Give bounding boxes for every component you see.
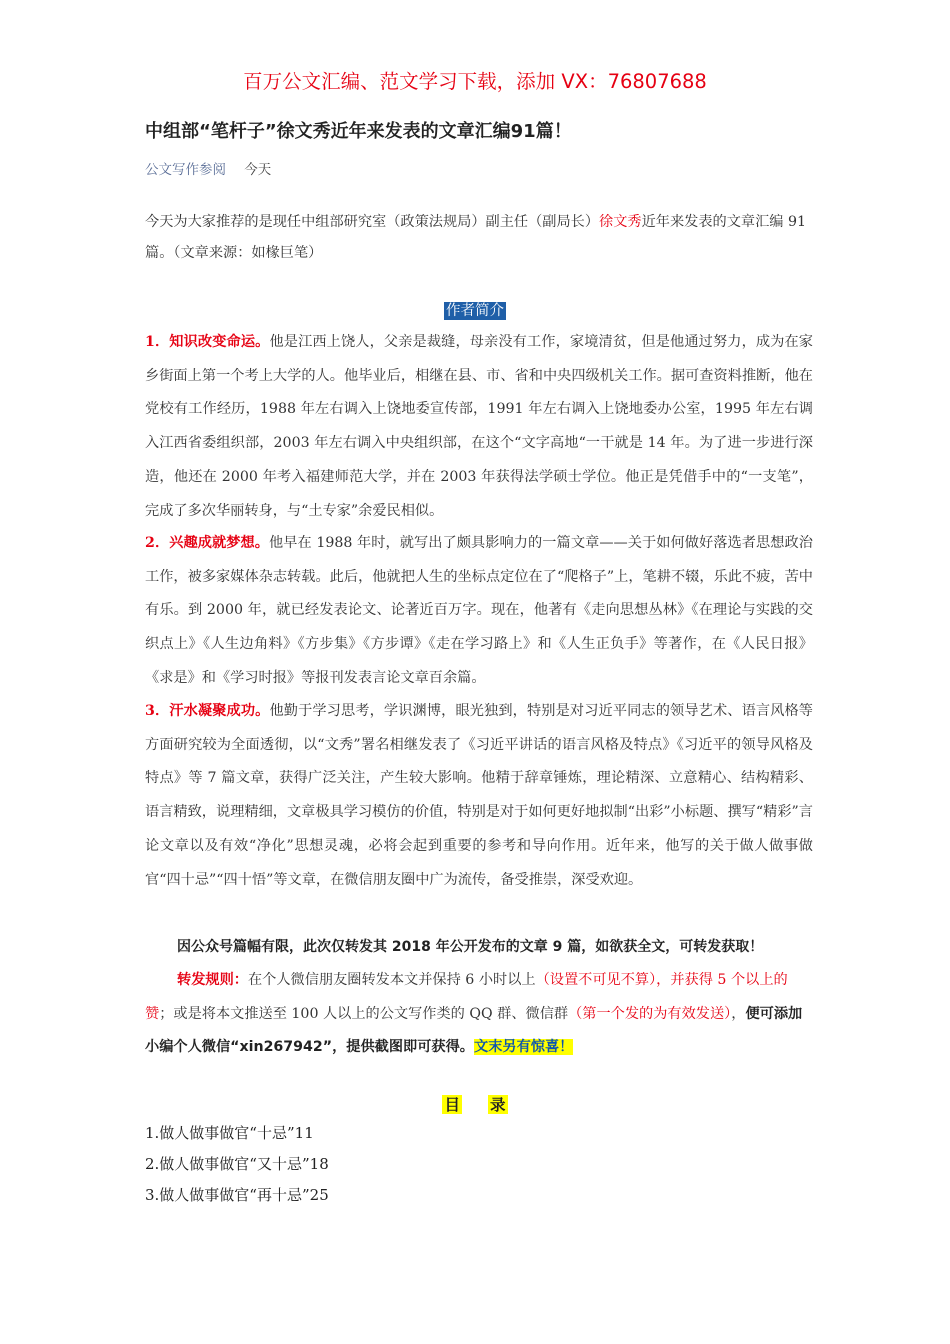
bio-paragraph-2 xyxy=(145,527,813,696)
bio-body-1: 他是江西上饶人，父亲是裁缝，母亲没有工作，家境清贫，但是他通过努力，成为在家乡街面上第一个考上大学的人。他毕业后，相继在县、市、省和中央四级机关工作。据可查资料推断，他在党校有工作经历，1988 年左右调入上饶地委宣传部，1991 年左右调入上饶地委办公室，1995 年左右调入江西省委组织部，2003 年左右调入中央组织部，在这个“文字高地“一干就是 14 年。为了进一步进行深造，他还在 2000 年考入福建师范大学，并在 2003 年获得法学硕士学位。他正是凭借手中的“一支笔”，完成了多次华丽转身，与“土专家”余爱民相似。 xyxy=(145,334,813,519)
section-heading-label: 作者简介 xyxy=(446,303,504,319)
notice-line: 因公众号篇幅有限，此次仅转发其 2018 年公开发布的文章 9 篇，如欲获全文，可转发获取！ xyxy=(177,939,764,955)
article-title: 中组部“笔杆子”徐文秀近年来发表的文章汇编91篇！ xyxy=(145,121,572,142)
bio-heading-2: 2．兴趣成就梦想。 xyxy=(145,535,269,551)
publish-date: 今天 xyxy=(244,162,272,178)
rules-condition-1: （设置不可见不算），并获得 5 个以上的赞 xyxy=(145,972,788,1022)
surprise-highlight: 文末另有惊喜！ xyxy=(474,1039,574,1055)
rules-bold-text: 便可添加小编个人微信“xin267942”，提供截图即可获得。 xyxy=(145,1005,803,1055)
toc-item[interactable]: 1.做人做事做官“十忌”11 xyxy=(145,1124,314,1142)
bio-paragraph-1 xyxy=(145,326,813,528)
intro-paragraph xyxy=(145,207,810,269)
table-of-contents xyxy=(145,1118,329,1211)
intro-text: 今天为大家推荐的是现任中组部研究室（政策法规局）副主任（副局长） xyxy=(145,214,600,230)
bio-body-3: 他勤于学习思考，学识渊博，眼光独到，特别是对习近平同志的领导艺术、语言风格等方面研究较为全面透彻，以“文秀”署名相继发表了《习近平讲话的语言风格及特点》《习近平的领导风格及特点》等 7 篇文章，获得广泛关注，产生较大影响。他精于辞章锤炼，理论精深、立意精心、结构精彩、语言精致，说理精细，文章极具学习模仿的价值，特别是对于如何更好地拟制“出彩”小标题、撰写“精彩”言论文章以及有效“净化”思想灵魂，必将会起到重要的参考和导向作用。近年来，他写的关于做人做事做官“四十忌”“四十悟”等文章，在微信朋友圈中广为流传，备受推崇，深受欢迎。 xyxy=(145,703,813,888)
promo-banner: 百万公文汇编、范文学习下载，添加 VX：76807688 xyxy=(243,70,707,93)
bio-heading-3: 3．汗水凝聚成功。 xyxy=(145,703,270,719)
toc-item[interactable]: 3.做人做事做官“再十忌”25 xyxy=(145,1186,329,1204)
bio-paragraph-3 xyxy=(145,695,813,897)
forwarding-rules xyxy=(145,964,813,1065)
intro-text-2: 近年来发表的文章汇编 91 篇。（文章来源：如椽巨笔） xyxy=(145,214,807,261)
rules-text-2: ；或是将本文推送至 100 人以上的公文写作类的 QQ 群、微信群 xyxy=(159,1005,569,1022)
section-heading xyxy=(0,299,950,320)
toc-item[interactable]: 2.做人做事做官“又十忌”18 xyxy=(145,1155,329,1173)
toc-heading-left: 目 xyxy=(444,1095,460,1114)
author-name: 徐文秀 xyxy=(599,214,642,230)
rules-label: 转发规则： xyxy=(177,972,248,988)
account-name-link[interactable]: 公文写作参阅 xyxy=(145,162,226,178)
toc-heading xyxy=(0,1093,950,1115)
bio-body-2: 他早在 1988 年时，就写出了颇具影响力的一篇文章——关于如何做好落选者思想政治工作，被多家媒体杂志转载。此后，他就把人生的坐标点定位在了“爬格子”上，笔耕不辍，乐此不疲，苦中有乐。到 2000 年，就已经发表论文、论著近百万字。现在，他著有《走向思想丛林》《在理论与实践的交织点上》《人生边角料》《方步集》《方步谭》《走在学习路上》和《人生正负手》等著作，在《人民日报》《求是》和《学习时报》等报刊发表言论文章百余篇。 xyxy=(145,535,813,686)
bio-heading-1: 1．知识改变命运。 xyxy=(145,334,270,350)
article-meta xyxy=(145,158,271,178)
rules-condition-2: （第一个发的为有效发送） xyxy=(568,1005,732,1022)
toc-heading-right: 录 xyxy=(490,1095,506,1114)
rules-text-3: ， xyxy=(731,1005,746,1022)
rules-text-1: 在个人微信朋友圈转发本文并保持 6 小时以上 xyxy=(247,972,536,988)
